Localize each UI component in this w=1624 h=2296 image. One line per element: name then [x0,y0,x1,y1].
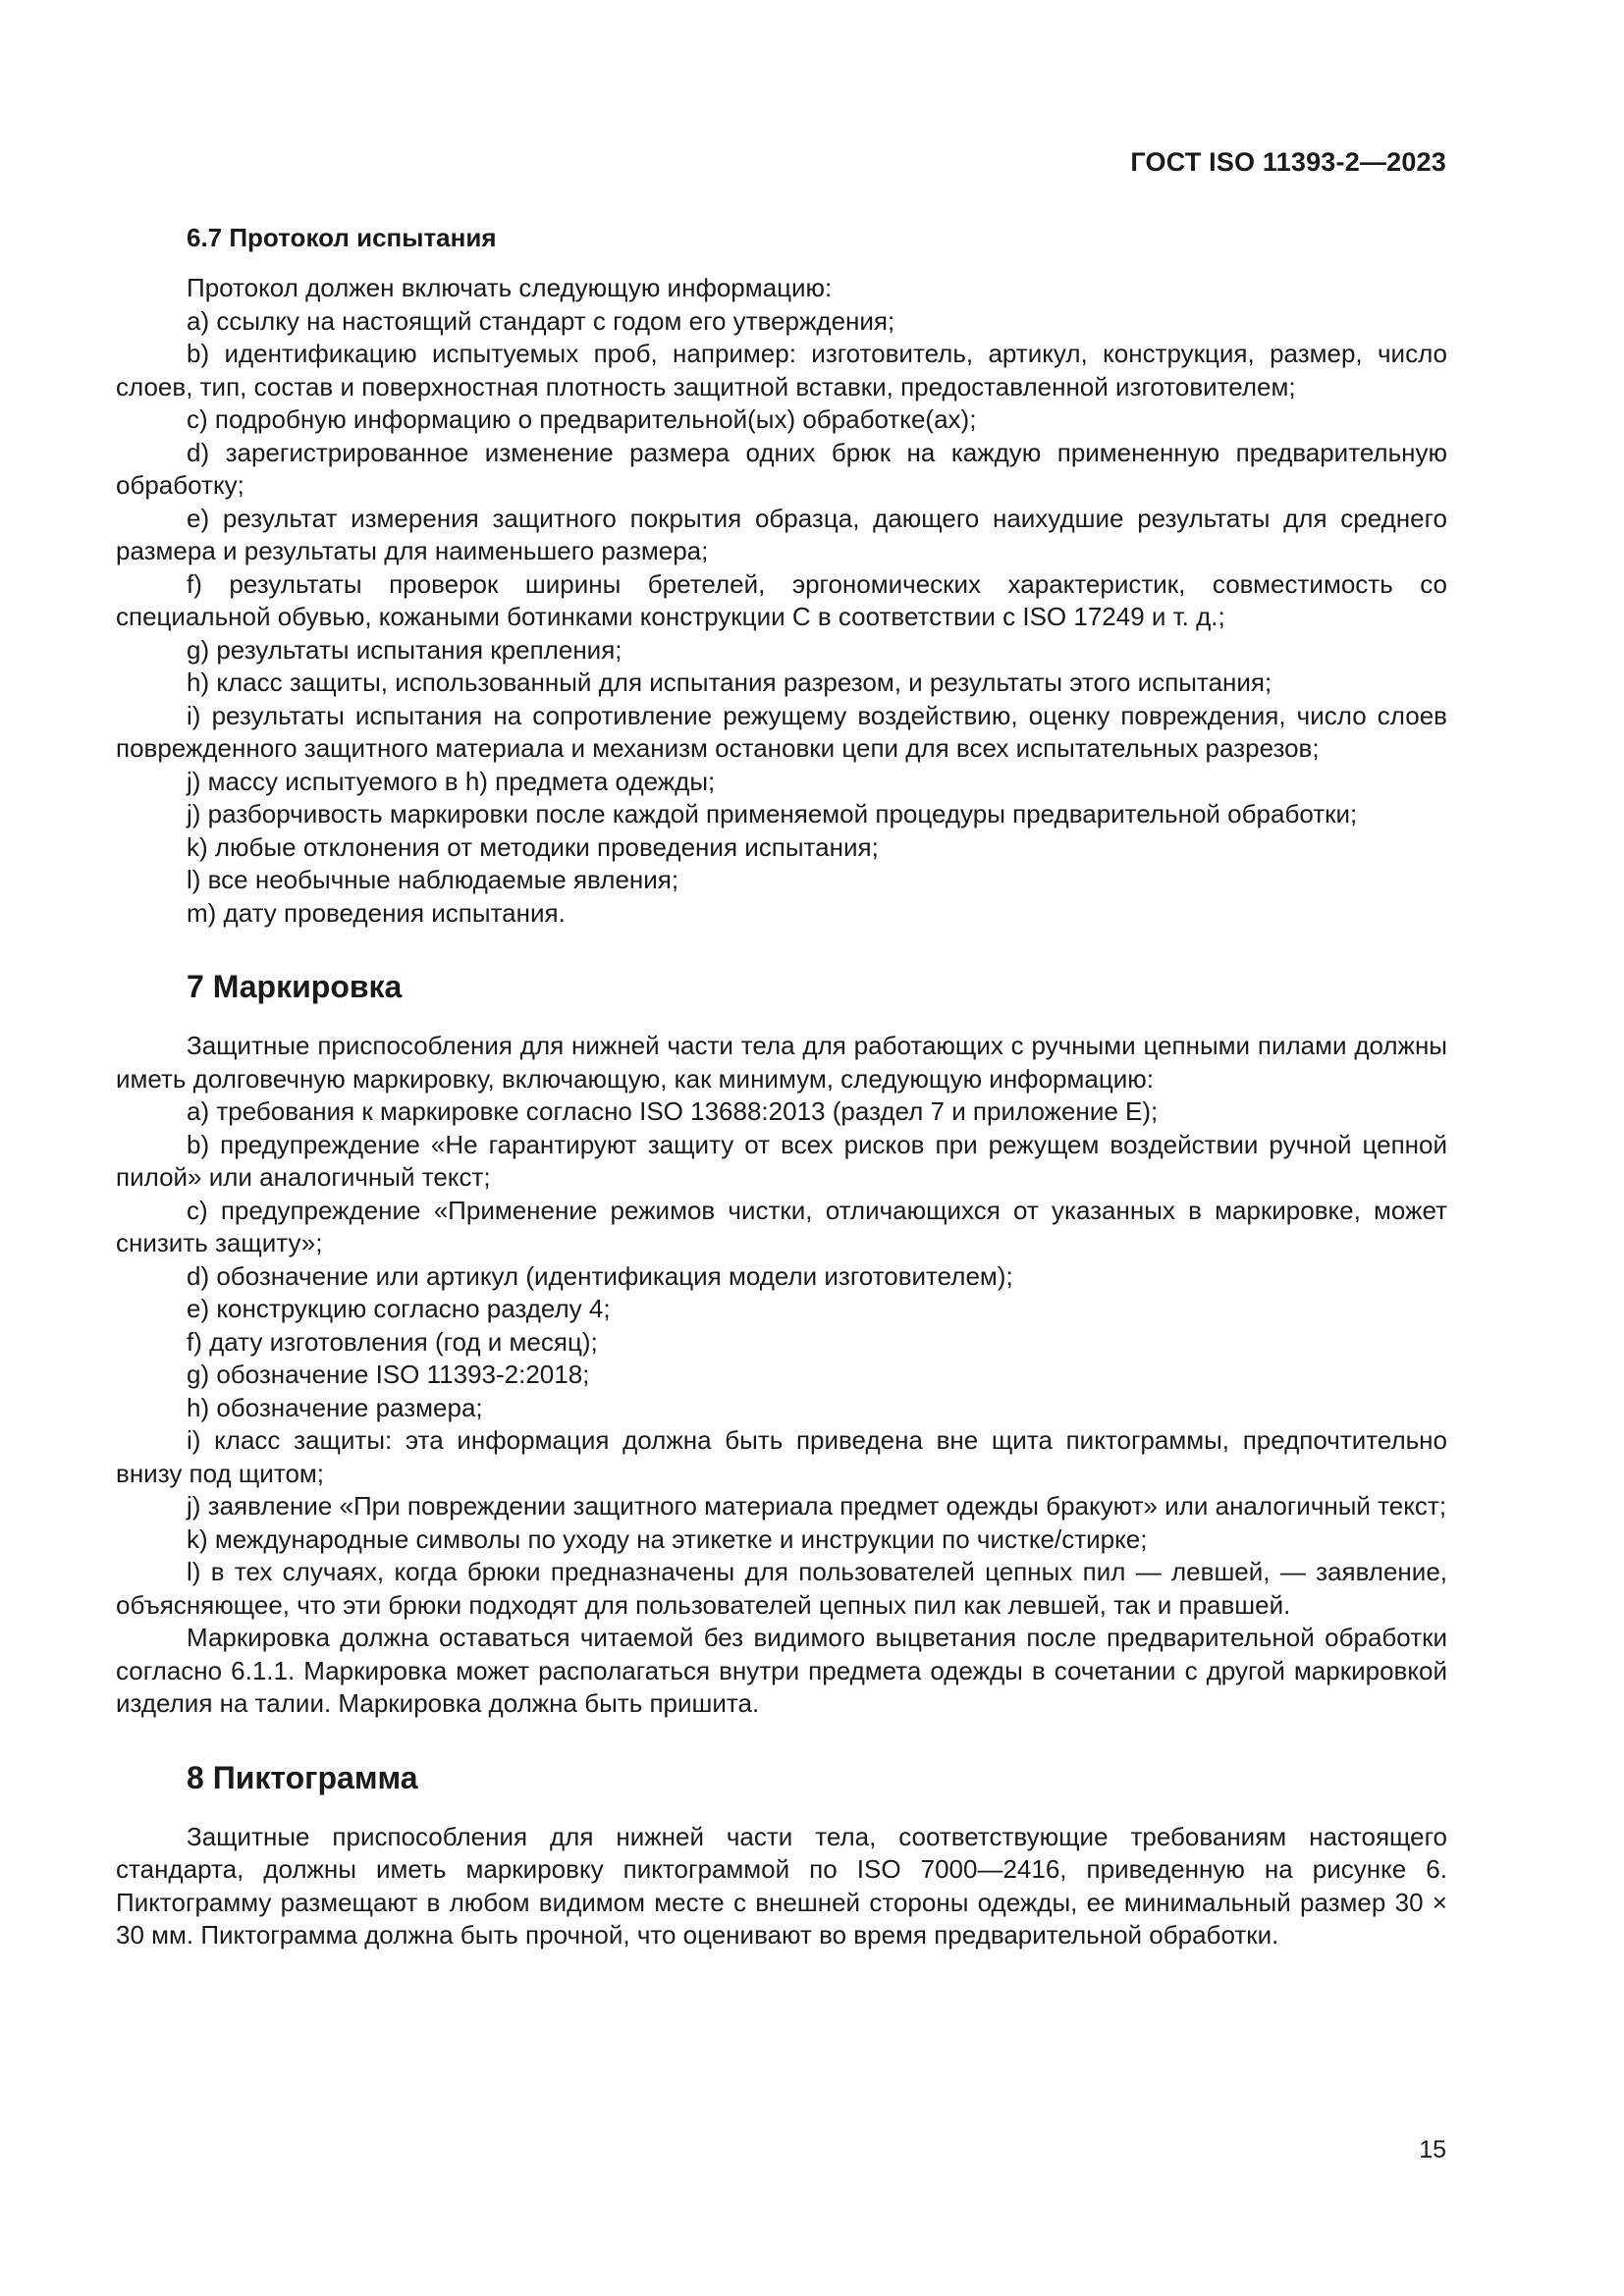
list-item: j) заявление «При повреждении защитного материала предмет одежды бракуют» или аналогичный текст; [187,1491,1447,1521]
list-item: f) результаты проверок ширины бретелей, эргономических характеристик, совместимость со специальной обувью, кожаными ботинками конструкции C в соответствии с ISO 17249 и т. д.; [116,568,1447,631]
section-6-7-title: 6.7 Протокол испытания [187,223,497,252]
list-item: a) требования к маркировке согласно ISO 13688:2013 (раздел 7 и приложение E); [187,1096,1159,1126]
standard-designation: ГОСТ ISO 11393-2—2023 [1130,147,1446,177]
section-7-intro: Защитные приспособления для нижней части тела для работающих с ручными цепными пилами должны иметь долговечную маркировку, включающую, как минимум, следующую информацию: [116,1031,1447,1094]
list-item: a) ссылку на настоящий стандарт с годом его утверждения; [187,305,895,336]
section-6-7-intro: Протокол должен включать следующую информацию: [187,273,833,302]
list-item: d) обозначение или артикул (идентификация модели изготовителем); [187,1260,1013,1291]
section-6-7-list [116,305,1447,931]
list-item: d) зарегистрированное изменение размера одних брюк на каждую примененную предварительную обработку; [116,437,1447,500]
list-item: i) класс защиты: эта информация должна быть приведена вне щита пиктограммы, предпочтительно внизу под щитом; [116,1425,1447,1488]
list-item: k) международные символы по уходу на этикетке и инструкции по чистке/стирке; [187,1523,1148,1554]
list-item: c) подробную информацию о предварительной(ых) обработке(ах); [187,404,977,434]
section-7-title: 7 Маркировка [187,969,403,1004]
list-item: l) в тех случаях, когда брюки предназначены для пользователей цепных пил — левшей, — заявление, объясняющее, что эти брюки подходят для пользователей цепных пил как левшей, так и правшей. [116,1557,1447,1620]
list-item: e) результат измерения защитного покрытия образца, дающего наихудшие результаты для среднего размера и результаты для наименьшего размера; [116,503,1447,565]
page-number: 15 [1419,2136,1446,2163]
list-item: b) идентификацию испытуемых проб, например: изготовитель, артикул, конструкция, размер, число слоев, тип, состав и поверхностная плотность защитной вставки, предоставленной изготовителем; [116,339,1447,401]
list-item: j) разборчивость маркировки после каждой применяемой процедуры предварительной обработки; [187,799,1358,828]
list-item: m) дату проведения испытания. [187,897,566,928]
page-content [116,221,1447,1952]
list-item: i) результаты испытания на сопротивление режущему воздействию, оценку повреждения, число слоев поврежденного защитного материала и механизм остановки цепи для всех испытательных разрезов; [116,700,1447,763]
list-item: l) все необычные наблюдаемые явления; [187,865,679,894]
section-8-title: 8 Пиктограмма [187,1759,418,1795]
section-8-text: Защитные приспособления для нижней части тела, соответствующие требованиям настоящего стандарта, должны иметь маркировку пиктограммой по ISO 7000—2416, приведенную на рисунке 6. Пиктограмму размещают в любом видимом месте с внешней стороны одежды, ее минимальный размер 30 × 30 мм. Пиктограмма должна быть прочной, что оценивают во время предварительной обработки. [116,1821,1447,1949]
list-item: h) класс защиты, использованный для испытания разрезом, и результаты этого испытания; [187,667,1272,697]
list-item: g) обозначение ISO 11393-2:2018; [187,1360,590,1389]
list-item: f) дату изготовления (год и месяц); [187,1326,598,1357]
list-item: k) любые отклонения от методики проведения испытания; [187,831,879,862]
list-item: e) конструкцию согласно разделу 4; [187,1294,611,1323]
list-item: c) предупреждение «Применение режимов чистки, отличающихся от указанных в маркировке, может снизить защиту»; [116,1195,1447,1257]
list-item: g) результаты испытания крепления; [187,634,623,665]
list-item: b) предупреждение «Не гарантируют защиту от всех рисков при режущем воздействии ручной цепной пилой» или аналогичный текст; [116,1129,1447,1192]
list-item: j) массу испытуемого в h) предмета одежды; [187,766,716,796]
list-item: h) обозначение размера; [187,1392,483,1422]
section-7-list [116,1095,1447,1622]
section-7-closing: Маркировка должна оставаться читаемой без видимого выцветания после предварительной обработки согласно 6.1.1. Маркировка может располагаться внутри предмета одежды в сочетании с другой маркировкой изделия на талии. Маркировка должна быть пришита. [116,1623,1447,1718]
